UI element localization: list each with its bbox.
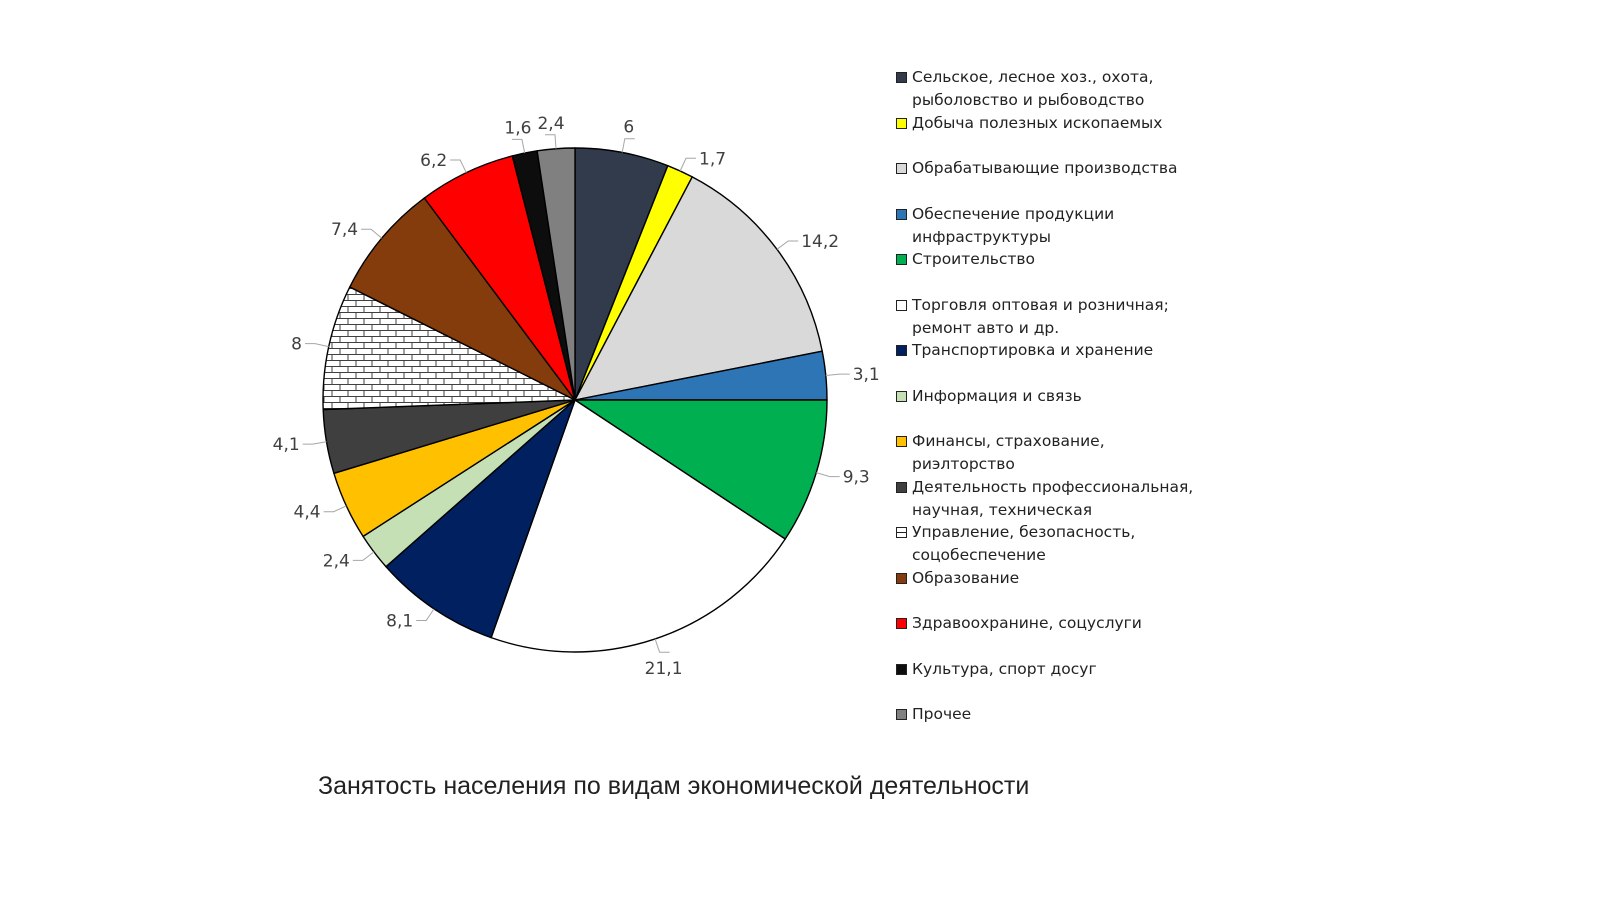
legend-swatch (896, 391, 907, 402)
data-label: 14,2 (801, 232, 840, 252)
legend-item (896, 612, 1236, 635)
legend-label: Финансы, страхование, риэлторство (912, 432, 1105, 473)
data-label: 6,2 (420, 151, 448, 171)
data-label: 4,4 (293, 502, 321, 523)
legend-label: Управление, безопасность, соцобеспечение (912, 523, 1136, 564)
legend-item (896, 385, 1236, 408)
leader-line (324, 506, 347, 512)
legend-swatch (896, 573, 907, 584)
leader-line (680, 158, 696, 171)
leader-line (655, 639, 670, 652)
legend-label: Культура, спорт досуг (912, 659, 1097, 678)
legend-swatch (896, 527, 907, 538)
legend-swatch (896, 345, 907, 356)
legend-swatch (896, 209, 907, 220)
legend-swatch (896, 618, 907, 629)
leader-line (303, 442, 327, 444)
data-label: 2,4 (537, 113, 565, 134)
legend-label: Обеспечение продукции инфраструктуры (912, 204, 1115, 246)
leader-line (305, 344, 329, 347)
data-label: 4,1 (272, 435, 300, 456)
legend-swatch (896, 664, 907, 675)
data-label: 8 (291, 334, 302, 355)
legend-swatch (896, 300, 907, 311)
legend-item (896, 567, 1236, 590)
leader-line (777, 241, 798, 249)
data-label: 3,1 (852, 365, 880, 386)
legend-item (896, 66, 1236, 112)
legend-label: Образование (912, 568, 1020, 587)
leader-line (816, 473, 839, 477)
data-label: 7,4 (331, 220, 359, 241)
legend-swatch (896, 254, 907, 265)
legend-item (896, 112, 1236, 135)
data-label: 6 (623, 117, 635, 138)
legend-label: Строительство (912, 250, 1036, 268)
legend-swatch (896, 436, 907, 447)
legend-label: Сельское, лесное хоз., охота, рыболовство и рыбоводство (912, 68, 1154, 109)
legend-swatch (896, 118, 907, 129)
legend-label: Прочее (912, 705, 972, 723)
legend-item (896, 430, 1236, 476)
leader-line (416, 609, 434, 621)
legend-label: Информация и связь (912, 386, 1082, 405)
leader-line (622, 139, 635, 153)
legend-swatch (896, 482, 907, 493)
legend-swatch (896, 163, 907, 174)
data-label: 2,4 (322, 551, 350, 572)
leader-line (450, 160, 466, 173)
legend-item (896, 703, 1236, 726)
leader-line (353, 552, 374, 561)
legend-item (896, 248, 1236, 271)
legend-item (896, 157, 1236, 180)
data-label: 1,6 (504, 118, 532, 139)
data-label: 8,1 (386, 611, 414, 632)
legend-label: Здравоохранине, соцуслуги (912, 614, 1142, 632)
legend-item (896, 476, 1236, 522)
chart-title: Занятость населения по видам экономической деятельности (318, 772, 1030, 800)
legend-swatch (896, 72, 907, 83)
legend-swatch (896, 709, 907, 720)
legend-label: Деятельность профессиональная, научная, техническая (912, 477, 1194, 519)
legend-label: Транспортировка и хранение (912, 341, 1154, 359)
leader-line (361, 229, 382, 238)
legend-item (896, 658, 1236, 681)
data-label: 21,1 (644, 659, 683, 680)
leader-line (545, 135, 556, 149)
legend-item (896, 521, 1236, 567)
data-label: 1,7 (699, 149, 727, 170)
legend-label: Добыча полезных ископаемых (912, 113, 1163, 132)
legend-item (896, 294, 1236, 340)
leader-line (826, 374, 850, 375)
legend-item (896, 203, 1236, 249)
legend-label: Обрабатывающие производства (912, 159, 1178, 177)
leader-line (512, 139, 525, 153)
legend-label: Торговля оптовая и розничная; ремонт авто и др. (912, 295, 1169, 337)
data-label: 9,3 (842, 467, 870, 488)
legend-item (896, 339, 1236, 362)
